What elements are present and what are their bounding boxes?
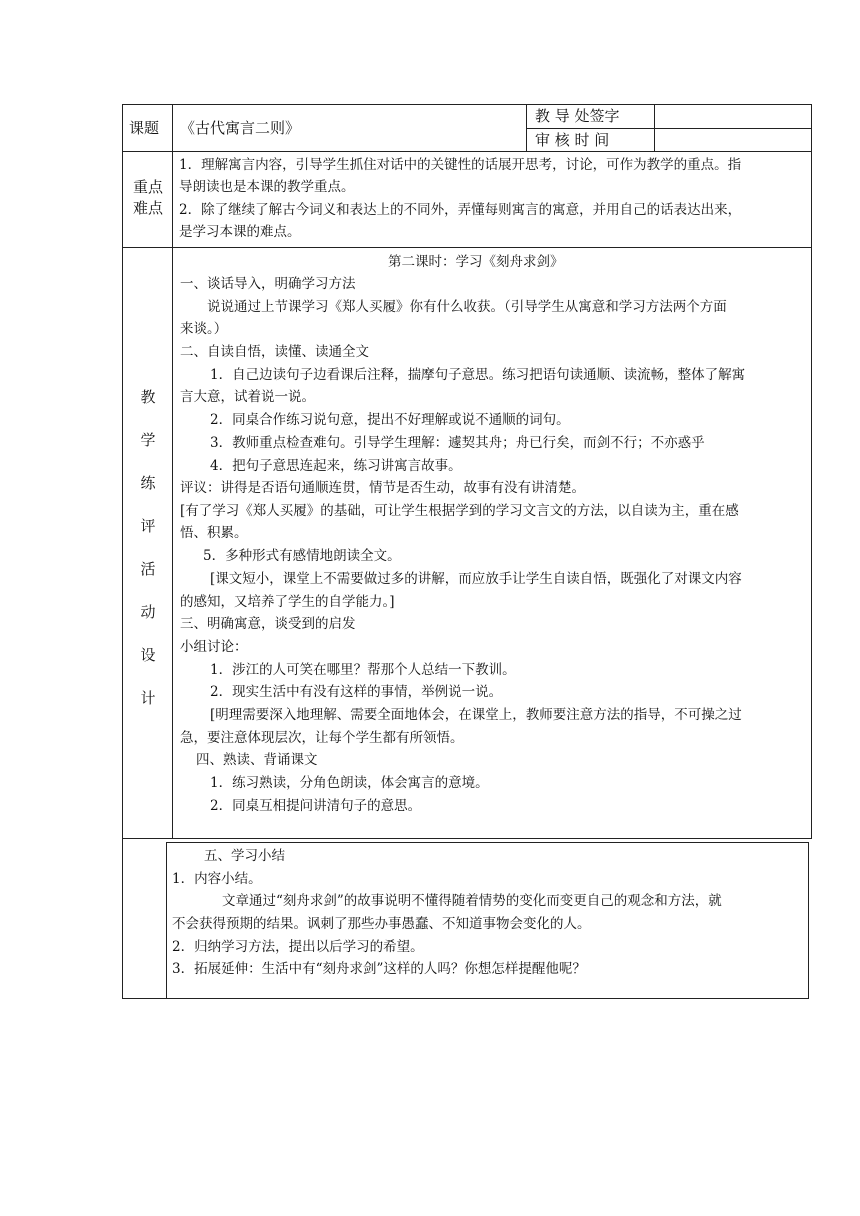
keypoints-label-line2: 难点 (132, 199, 163, 217)
section-3-group-discussion: 小组讨论： (180, 639, 248, 655)
keypoint-2-line1: 2．除了继续了解古今词义和表达上的不同外，弄懂每则寓言的寓意，并用自己的话表达出来， (179, 202, 742, 218)
activity-label (125, 376, 171, 720)
section-2-evaluation: 评议：讲得是否语句通顺连贯，情节是否生动，故事有没有讲清楚。 (180, 480, 585, 496)
course-label: 课题 (129, 119, 160, 137)
section-3-note-line1: [明理需要深入地理解、需要全面地体会，在课堂上，教师要注意方法的指导，不可操之过 (210, 707, 742, 723)
summary-item1-text-line1: 文章通过“刻舟求剑”的故事说明不懂得随着情势的变化而变更自己的观念和方法，就 (222, 893, 722, 909)
section-2-item3: 3．教师重点检查难句。引导学生理解：遽契其舟；舟已行矣，而剑不行；不亦惑乎 (210, 435, 705, 451)
section-2-item1-line1: 1．自己边读句子边看课后注释，揣摩句子意思。练习把语句读通顺、读流畅，整体了解寓 (210, 367, 746, 383)
keypoint-1-line2: 导朗读也是本课的教学重点。 (179, 179, 355, 195)
activity-label-char: 设 (140, 646, 156, 664)
keypoints-bottom-divider (122, 247, 812, 248)
section-2-note-line1: [有了学习《郑人买履》的基础，可让学生根据学到的学习文言文的方法，以自读为主，重在感 (180, 503, 739, 519)
section-2-item2: 2．同桌合作练习说句意，提出不好理解或说不通顺的词句。 (210, 412, 570, 428)
activity-label-char: 活 (140, 560, 156, 578)
table-border-right-lower (808, 842, 809, 999)
summary-item1: 1．内容小结。 (172, 871, 262, 887)
summary-item2: 2．归纳学习方法，提出以后学习的希望。 (172, 939, 424, 955)
signature-field[interactable] (656, 106, 810, 127)
header-middle-divider (526, 104, 527, 152)
section-2-note2-line2: 的感知，又培养了学生的自学能力。] (180, 594, 395, 610)
section-4-item2: 2．同桌互相提问讲清句子的意思。 (210, 798, 422, 814)
section-4-item1: 1．练习熟读，分角色朗读，体会寓言的意境。 (210, 775, 489, 791)
activity-label-char: 学 (140, 431, 156, 449)
keypoints-label (125, 177, 171, 219)
header-right-divider (654, 104, 655, 152)
signature-label: 教 导 处签字 (535, 107, 620, 125)
course-title: 《古代寓言二则》 (180, 119, 301, 137)
section-3-heading: 三、明确寓意，谈受到的启发 (180, 616, 356, 632)
summary-top-divider (166, 842, 809, 843)
section-4-heading: 四、熟读、背诵课文 (196, 752, 318, 768)
section-2-note-line2: 悟、积累。 (180, 525, 248, 541)
table-border-left (122, 104, 123, 999)
section-2-note2-line1: [课文短小，课堂上不需要做过多的讲解，而应放手让学生自读自悟，既强化了对课文内容 (210, 571, 742, 587)
activity-label-char: 计 (140, 689, 156, 707)
activity-label-char: 评 (140, 517, 156, 535)
summary-item1-text-line2: 不会获得预期的结果。讽刺了那些办事愚蠢、不知道事物会变化的人。 (172, 916, 591, 932)
keypoints-label-line1: 重点 (132, 178, 163, 196)
section-2-item1-line2: 言大意，试着说一说。 (180, 389, 315, 405)
section-3-item2: 2．现实生活中有没有这样的事情，举例说一说。 (210, 684, 503, 700)
lesson-title: 第二课时：学习《刻舟求剑》 (388, 254, 564, 270)
activity-bottom-divider (122, 838, 812, 839)
review-time-field[interactable] (656, 130, 810, 150)
summary-heading: 五、学习小结 (204, 848, 285, 864)
keypoint-2-line2: 是学习本课的难点。 (179, 224, 301, 240)
review-time-label: 审 核 时 间 (535, 131, 610, 149)
activity-label-char: 教 (140, 388, 156, 406)
section-1-text-line1: 说说通过上节课学习《郑人买履》你有什么收获。（引导学生从寓意和学习方法两个方面 (207, 299, 727, 315)
section-2-item5: 5．多种形式有感情地朗读全文。 (203, 548, 401, 564)
keypoint-1-line1: 1．理解寓言内容，引导学生抓住对话中的关键性的话展开思考，讨论，可作为教学的重点。指 (179, 157, 742, 173)
section-2-heading: 二、自读自悟，读懂、读通全文 (180, 344, 369, 360)
summary-item3: 3．拓展延伸：生活中有“刻舟求剑”这样的人吗？你想怎样提醒他呢？ (172, 961, 586, 977)
label-column-divider-upper (172, 104, 173, 838)
activity-label-char: 动 (140, 603, 156, 621)
table-border-right-upper (811, 104, 812, 839)
section-2-item4: 4．把句子意思连起来，练习讲寓言故事。 (210, 458, 462, 474)
table-border-bottom (122, 998, 809, 999)
section-3-item1: 1．涉江的人可笑在哪里？帮那个人总结一下教训。 (210, 662, 516, 678)
table-border-top (122, 104, 812, 105)
activity-label-char: 练 (140, 474, 156, 492)
section-1-text-line2: 来谈。） (180, 321, 228, 337)
label-column-divider-lower (166, 842, 167, 999)
header-bottom-divider (122, 151, 812, 152)
section-1-heading: 一、谈话导入，明确学习方法 (180, 276, 356, 292)
section-3-note-line2: 急，要注意体现层次，让每个学生都有所领悟。 (180, 730, 464, 746)
